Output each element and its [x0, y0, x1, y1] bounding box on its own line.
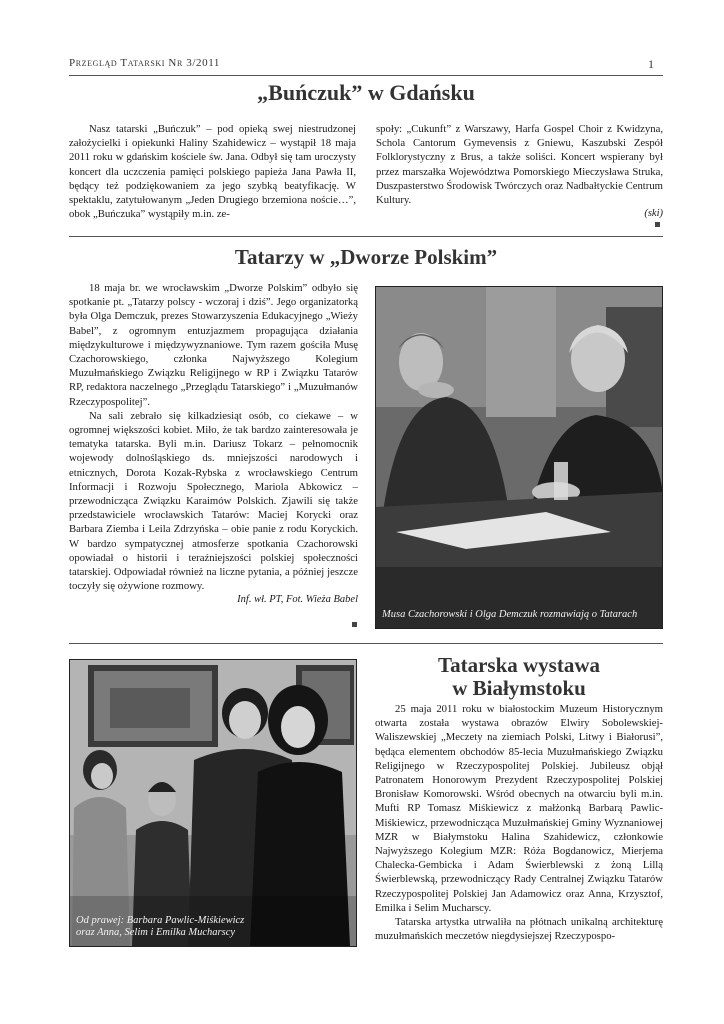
photo-exhibition-image [70, 660, 356, 946]
photo-exhibition-caption [76, 915, 351, 939]
photo-meeting-caption: Musa Czachorowski i Olga Demczuk rozmawiają o Tatarach [382, 609, 638, 620]
photo-meeting-image [376, 287, 662, 628]
article-bunczuk-signature: (ski) [644, 208, 663, 220]
section-rule [69, 236, 663, 237]
photo-exhibition-caption-line-2: oraz Anna, Selim i Emilka Mucharscy [76, 927, 236, 938]
photo-meeting [375, 286, 663, 629]
article-bunczuk-col2 [376, 122, 663, 221]
article-title-wystawa [375, 654, 663, 700]
article-dwor-signature: Inf. wł. PT, Fot. Wieża Babel [237, 594, 358, 606]
article-wystawa-col [375, 702, 663, 943]
header-rule [69, 75, 663, 76]
article-bunczuk-paragraph-2: społy: „Cukunft” z Warszawy, Harfa Gospel Choir z Kwidzyna, Schola Cantorum Gymevensis z Gniewu, Kaszubski Zespół Folklorystyczny z Brus, a także soliści. Koncert wspierany był przez marszałka Województwa Pomorskiego Mieczysława Struka, Duszpasterstwo Środowisk Twórczych oraz Nadbałtyckie Centrum Kultury. [376, 123, 663, 207]
end-mark [655, 222, 660, 227]
article-wystawa-paragraph-2: Tatarska artystka utrwaliła na płótnach unikalną architekturę muzułmańskich meczetów niegdysiejszej Rzeczypospo- [375, 916, 663, 943]
article-title-wystawa-line-1: Tatarska wystawa [438, 653, 600, 677]
article-title-bunczuk: „Buńczuk” w Gdańsku [257, 80, 475, 105]
end-mark [352, 622, 357, 627]
article-dwor-paragraph-1: 18 maja br. we wrocławskim „Dworze Polskim” odbyło się spotkanie pt. „Tatarzy polscy - wczoraj i dziś”. Jego organizatorką była Olga Demczuk, prezes Stowarzyszenia Edukacyjnego „Wieży Babel”, z ogromnym entuzjazmem propagująca działania międzykulturowe i międzywyznaniowe. Tym razem gościła Musę Czachorowskiego, członka Najwyższego Kolegium Muzułmańskiego Związku Religijnego w RP i Związku Tatarów RP, redaktora naczelnego „Przeglądu Tatarskiego” i „Muzułmanów Rzeczypospolitej”. [69, 282, 358, 408]
article-title-dwor-polski: Tatarzy w „Dworze Polskim” [234, 245, 498, 269]
article-dwor-paragraph-2: Na sali zebrało się kilkadziesiąt osób, co ciekawe – w ogromnej większości kobiet. Miło, że tak bardzo zainteresowała je tematyka tatarska. Byli m.in. Dariusz Tokarz – pełnomocnik wojewody dolnośląskiego ds. mniejszości narodowych i etnicznych, Dorota Kozak-Rybska z wrocławskiego Centrum Informacji i Rozwoju Społecznego, Mariola Abkowicz – przewodnicząca Związku Karaimów Polskich. Zjawili się także przedstawiciele wrocławskich Tatarów: Maciej Korycki oraz Barbara Ziemba i Leila Zdrzyńska – obie panie z rodu Koryckich. W bardzo sympatycznej atmosferze spotkania Czachorowski opowiadał o historii i teraźniejszości polskiej społeczności tatarskiej. Odpowiadał również na liczne pytania, a później jeszcze toczyły się ożywione rozmowy. [69, 409, 358, 593]
page-number: 1 [648, 57, 654, 71]
photo-exhibition-caption-line-1: Od prawej: Barbara Pawlic-Miśkiewicz [76, 915, 245, 926]
article-dwor-col1 [69, 281, 358, 608]
article-wystawa-paragraph-1: 25 maja 2011 roku w białostockim Muzeum Historycznym otwarta została wystawa obrazów Elwiry Sobolewskiej-Waliszewskiej „Meczety na ziemiach Polski, Litwy i Białorusi”, będąca elementem obchodów 85-lecia Muzułmańskiego Związku Religijnego w Rzeczypospolitej Polskiej. Jubileusz objął Patronatem Honorowym Prezydent Rzeczypospolitej Polskiej Bronisław Komorowski. Wśród obecnych na otwarciu byli m.in. Mufti RP Tomasz Miśkiewicz z małżonką Barbarą Pawlic-Miśkiewicz, przewodnicząca Muzułmańskiej Gminy Wyznaniowej MZR w Białymstoku Halina Szahidewicz, członkowie Najwyższego Kolegium MZR: Róża Bogdanowicz, Mierjema Chalecka-Gembicka i Adam Świerblewski z żoną Lillą Świerblewską, przewodniczący Rady Centralnej Związku Tatarów Rzeczypospolitej Polskiej Jan Adamowicz oraz Anna, Krzysztof, Emilka i Selim Mucharscy. [375, 703, 663, 914]
article-bunczuk-col1 [69, 122, 356, 221]
article-title-wystawa-line-2: w Białymstoku [452, 676, 586, 700]
photo-exhibition [69, 659, 357, 947]
article-bunczuk-paragraph-1: Nasz tatarski „Buńczuk” – pod opieką swej niestrudzonej założycielki i opiekunki Haliny Szahidewicz – wystąpił 18 maja 2011 roku w gdańskim kościele św. Jana. Odbył się tam uroczysty koncert dla uczczenia pamięci polskiego papieża Jana Pawła II, będący też podziękowaniem za jego szybką beatyfikację. W spektaklu, zatytułowanym „Jeden Drugiego brzemiona noście…”, obok „Buńczuka” wystąpiły m.in. ze- [69, 123, 356, 221]
section-rule [69, 643, 663, 644]
journal-header: Przegląd Tatarski Nr 3/2011 [69, 57, 220, 69]
